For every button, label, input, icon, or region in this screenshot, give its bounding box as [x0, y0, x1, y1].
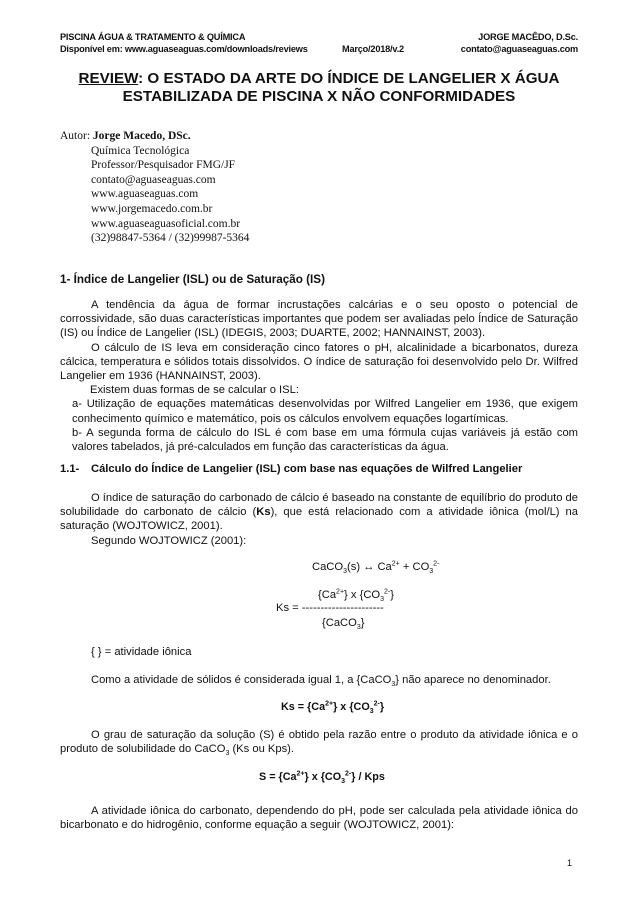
author-block [60, 129, 249, 246]
author-website: www.aguaseaguasoficial.com.br [91, 217, 241, 230]
section-number: 1.1- [60, 463, 80, 475]
section-1-heading: 1- Índice de Langelier (ISL) ou de Saturação (IS) [60, 273, 325, 286]
paragraph: Como a atividade de sólidos é considerada igual 1, a {CaCO$_3$} não aparece no denominador. [91, 674, 551, 689]
list-item-b: b- A segunda forma de cálculo do ISL é com base em uma fórmula cujas variáveis já estão com valores tabelados, já pré-calculados em função das características da água. [72, 426, 578, 454]
paragraph: O índice de saturação do carbonado de cálcio é baseado na constante de equilíbrio do produto de solubilidade do carbonato de cálcio (Ks), que está relacionado com a atividade iônica (mol/L) na saturação (WOJTOWICZ, 2001). [60, 492, 579, 533]
header-left-top: PISCINA ÁGUA & TRATAMENTO & QUÍMICA [60, 32, 246, 42]
author-name: Jorge Macedo, DSc. [92, 130, 191, 142]
saturation-equation: $S = \{Ca^{2+}\}$ x $\{CO_3^{2-}\}$ / Kps [259, 770, 385, 786]
section-1-1-heading [60, 463, 522, 475]
author-phone: (32)98847-5364 / (32)99987-5364 [91, 232, 250, 245]
author-line: Química Tecnológica [91, 144, 190, 157]
header-left-bottom: Disponível em: www.aguaseaguas.com/downloads/reviews [60, 44, 308, 54]
title-review-word: REVIEW [78, 70, 139, 87]
header-center-bottom: Março/2018/v.2 [342, 44, 404, 54]
paragraph: Segundo WOJTOWICZ (2001): [91, 534, 247, 547]
author-email: contato@aguaseaguas.com [91, 173, 216, 186]
author-line: Professor/Pesquisador FMG/JF [91, 159, 236, 172]
ks-equation: $Ks = \{Ca^{2+}\}$ x $\{CO_3^{2-}\}$ [281, 700, 385, 716]
title-line2: ESTABILIZADA DE PISCINA X NÃO CONFORMIDADES [122, 88, 516, 105]
paragraph: Existem duas formas de se calcular o ISL: [90, 384, 299, 397]
section-1-body [60, 298, 578, 454]
page-number: 1 [567, 858, 573, 868]
equilibrium-equation: CaCO$_3$(s) ↔ $Ca^{2+} + CO_3^{2-}$ [312, 560, 440, 576]
activity-note: { } = atividade iônica [91, 646, 192, 658]
paragraph: O cálculo de IS leva em consideração cinco fatores o pH, alcalinidade a bicarbonatos, dureza cálcica, temperatura e sólidos totais dissolvidos. O índice de saturação foi desenvolvido pelo Dr. Wilfred Langelier em 1936 (HANNAINST, 2003). [60, 341, 578, 383]
section-1-1-intro [60, 491, 578, 548]
paragraph: O grau de saturação da solução (S) é obtido pela razão entre o produto da atividade iônica e o produto de solubilidade do CaCO$_3$ (Ks ou Kps). [60, 729, 578, 758]
header-right-bottom: contato@aguaseaguas.com [460, 44, 578, 54]
author-website: www.aguaseaguas.com [91, 188, 199, 201]
author-website: www.jorgemacedo.com.br [91, 202, 213, 215]
list-item-a: a- Utilização de equações matemáticas desenvolvidas por Wilfred Langelier em 1936, que exigem conhecimento químico e matemático, pois os cálculos envolvem equações logartímicas. [72, 398, 578, 425]
ks-fraction-numerator: $\{Ca^{2+}\}$ x $\{CO_3^{2-}\}$ [318, 588, 394, 604]
ks-fraction-line: Ks = ---------------------- [276, 602, 384, 614]
document-title [60, 70, 578, 106]
author-label: Autor: [60, 130, 91, 142]
paragraph: A tendência da água de formar incrustações calcárias e o seu oposto o potencial de corrossividade, são duas características importantes que podem ser avaliadas pelo Índice de Saturação (IS) ou Índice de Langelier (ISL) (IDEGIS, 2003; DUARTE, 2002; HANNAINST, 2003). [60, 299, 578, 340]
section-title: Cálculo do Índice de Langelier (ISL) com base nas equações de Wilfred Langelier [91, 463, 523, 475]
paragraph: A atividade iônica do carbonato, dependendo do pH, pode ser calculada pela atividade iônica do bicarbonato e do hidrogênio, conforme equação a seguir (WOJTOWICZ, 2001): [60, 805, 578, 832]
ks-symbol: Ks [256, 506, 271, 519]
ks-fraction-denominator: {CaCO$_3$} [322, 617, 365, 632]
header-right-top: JORGE MACÊDO, D.Sc. [478, 32, 578, 42]
title-line1: : O ESTADO DA ARTE DO ÍNDICE DE LANGELIER X ÁGUA [138, 70, 560, 87]
